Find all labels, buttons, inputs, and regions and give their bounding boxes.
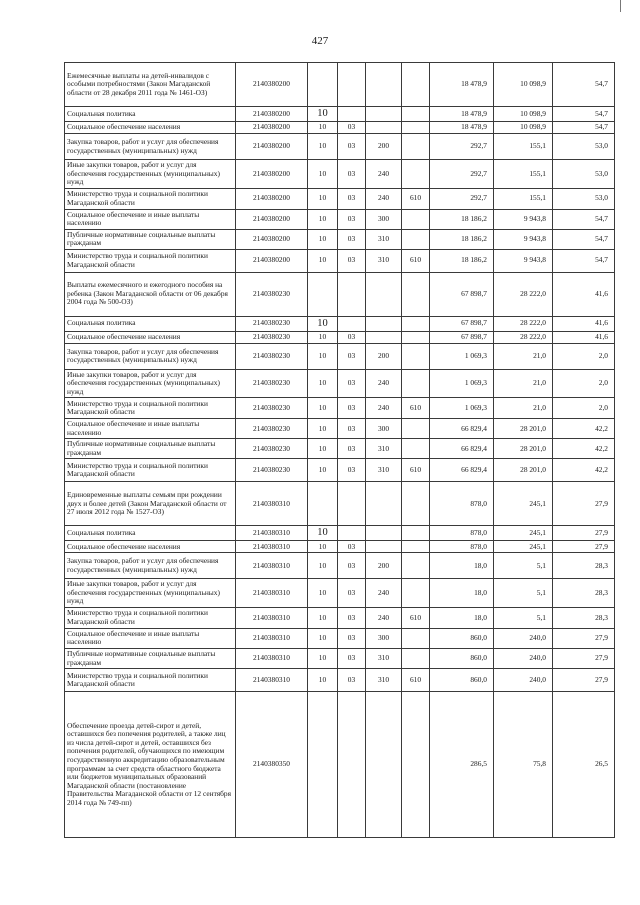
cell-expense-type (366, 331, 402, 343)
cell-expense-type: 310 (366, 249, 402, 272)
cell-target-code: 2140380310 (236, 579, 308, 608)
cell-name: Социальная политика (65, 107, 236, 122)
cell-target-code: 2140380310 (236, 628, 308, 648)
cell-subsection (338, 107, 366, 122)
cell-expense-type: 310 (366, 648, 402, 668)
cell-planned: 18 186,2 (430, 249, 494, 272)
cell-executed: 28 222,0 (494, 272, 553, 316)
cell-name: Министерство труда и социальной политики Магаданской области (65, 249, 236, 272)
cell-section: 10 (308, 369, 338, 398)
cell-executed: 5,1 (494, 579, 553, 608)
cell-section: 10 (308, 343, 338, 369)
cell-subsection (338, 272, 366, 316)
cell-executed: 21,0 (494, 398, 553, 419)
cell-subsection: 03 (338, 459, 366, 482)
cell-name: Социальное обеспечение и иные выплаты населению (65, 628, 236, 648)
table-row (65, 526, 615, 541)
cell-name: Обеспечение проезда детей-сирот и детей, оставшихся без попечения родителей, а также лиц из числа детей-сирот и детей, оставшихся без попечения родителей, обучающихся по имеющим государственную аккредитацию образовательным программам за счет средств областного бюджета или бюджетов муниципальных образований Магаданской области (постановление Правительства Магаданской области от 12 сентября 2014 года № 749-пп) (65, 692, 236, 838)
cell-executed: 155,1 (494, 134, 553, 160)
cell-subsection: 03 (338, 160, 366, 189)
cell-admin-code (402, 692, 430, 838)
table-row (65, 607, 615, 628)
cell-percent: 2,0 (553, 369, 615, 398)
cell-percent: 28,3 (553, 553, 615, 579)
cell-section: 10 (308, 122, 338, 134)
cell-planned: 18 478,9 (430, 63, 494, 107)
cell-admin-code (402, 122, 430, 134)
cell-expense-type: 310 (366, 229, 402, 249)
table-row (65, 160, 615, 189)
cell-name: Социальное обеспечение населения (65, 541, 236, 553)
cell-admin-code: 610 (402, 188, 430, 209)
cell-percent: 54,7 (553, 229, 615, 249)
cell-name: Закупка товаров, работ и услуг для обеспечения государственных (муниципальных) нужд (65, 343, 236, 369)
cell-target-code: 2140380310 (236, 648, 308, 668)
cell-expense-type: 200 (366, 343, 402, 369)
table-row (65, 249, 615, 272)
cell-executed: 28 222,0 (494, 316, 553, 331)
cell-section: 10 (308, 316, 338, 331)
cell-subsection: 03 (338, 628, 366, 648)
cell-name: Социальное обеспечение населения (65, 122, 236, 134)
cell-admin-code (402, 628, 430, 648)
cell-executed: 240,0 (494, 628, 553, 648)
cell-target-code: 2140380310 (236, 553, 308, 579)
cell-target-code: 2140380200 (236, 134, 308, 160)
cell-expense-type (366, 122, 402, 134)
cell-target-code: 2140380200 (236, 63, 308, 107)
cell-planned: 18 478,9 (430, 107, 494, 122)
cell-admin-code: 610 (402, 669, 430, 692)
cell-target-code: 2140380200 (236, 209, 308, 229)
cell-expense-type (366, 63, 402, 107)
cell-admin-code (402, 209, 430, 229)
cell-executed: 9 943,8 (494, 249, 553, 272)
cell-admin-code (402, 648, 430, 668)
cell-percent: 28,3 (553, 607, 615, 628)
cell-section: 10 (308, 107, 338, 122)
cell-planned: 878,0 (430, 482, 494, 526)
cell-subsection: 03 (338, 122, 366, 134)
cell-executed: 9 943,8 (494, 209, 553, 229)
cell-executed: 10 098,9 (494, 63, 553, 107)
cell-expense-type (366, 482, 402, 526)
cell-expense-type: 240 (366, 160, 402, 189)
table-row (65, 272, 615, 316)
cell-section: 10 (308, 579, 338, 608)
cell-target-code: 2140380200 (236, 229, 308, 249)
cell-expense-type (366, 107, 402, 122)
cell-executed: 155,1 (494, 188, 553, 209)
cell-subsection: 03 (338, 369, 366, 398)
cell-section: 10 (308, 188, 338, 209)
table-row (65, 134, 615, 160)
cell-admin-code (402, 369, 430, 398)
cell-admin-code (402, 541, 430, 553)
cell-expense-type: 240 (366, 369, 402, 398)
cell-percent: 27,9 (553, 541, 615, 553)
cell-name: Иные закупки товаров, работ и услуг для обеспечения государственных (муниципальных) нужд (65, 160, 236, 189)
cell-planned: 67 898,7 (430, 316, 494, 331)
cell-name: Единовременные выплаты семьям при рождении двух и более детей (Закон Магаданской области от 27 июля 2012 года № 1527-ОЗ) (65, 482, 236, 526)
cell-admin-code (402, 482, 430, 526)
cell-executed: 155,1 (494, 160, 553, 189)
cell-name: Закупка товаров, работ и услуг для обеспечения государственных (муниципальных) нужд (65, 134, 236, 160)
cell-planned: 67 898,7 (430, 272, 494, 316)
cell-executed: 245,1 (494, 541, 553, 553)
table-row (65, 482, 615, 526)
cell-executed: 5,1 (494, 553, 553, 579)
cell-target-code: 2140380310 (236, 482, 308, 526)
cell-executed: 240,0 (494, 669, 553, 692)
cell-name: Министерство труда и социальной политики Магаданской области (65, 188, 236, 209)
cell-executed: 9 943,8 (494, 229, 553, 249)
cell-section: 10 (308, 249, 338, 272)
cell-admin-code (402, 63, 430, 107)
cell-subsection: 03 (338, 607, 366, 628)
cell-percent: 53,0 (553, 134, 615, 160)
cell-subsection: 03 (338, 188, 366, 209)
cell-expense-type: 310 (366, 439, 402, 459)
cell-expense-type: 300 (366, 419, 402, 439)
table-row (65, 398, 615, 419)
cell-name: Иные закупки товаров, работ и услуг для обеспечения государственных (муниципальных) нужд (65, 579, 236, 608)
cell-target-code: 2140380310 (236, 669, 308, 692)
cell-name: Закупка товаров, работ и услуг для обеспечения государственных (муниципальных) нужд (65, 553, 236, 579)
table-row (65, 369, 615, 398)
cell-target-code: 2140380200 (236, 160, 308, 189)
cell-expense-type: 310 (366, 669, 402, 692)
cell-planned: 292,7 (430, 160, 494, 189)
cell-subsection (338, 526, 366, 541)
cell-expense-type: 240 (366, 188, 402, 209)
cell-subsection (338, 692, 366, 838)
cell-expense-type: 240 (366, 579, 402, 608)
cell-target-code: 2140380230 (236, 331, 308, 343)
cell-name: Министерство труда и социальной политики Магаданской области (65, 669, 236, 692)
cell-subsection (338, 316, 366, 331)
cell-admin-code (402, 107, 430, 122)
cell-planned: 18 478,9 (430, 122, 494, 134)
cell-percent: 41,6 (553, 331, 615, 343)
cell-section: 10 (308, 160, 338, 189)
cell-subsection: 03 (338, 249, 366, 272)
cell-executed: 21,0 (494, 343, 553, 369)
cell-planned: 878,0 (430, 526, 494, 541)
cell-executed: 28 201,0 (494, 459, 553, 482)
cell-percent: 54,7 (553, 107, 615, 122)
cell-section: 10 (308, 331, 338, 343)
cell-name: Публичные нормативные социальные выплаты гражданам (65, 439, 236, 459)
cell-section (308, 482, 338, 526)
cell-section: 10 (308, 134, 338, 160)
cell-target-code: 2140380310 (236, 541, 308, 553)
cell-executed: 28 201,0 (494, 419, 553, 439)
cell-admin-code (402, 526, 430, 541)
cell-section: 10 (308, 669, 338, 692)
cell-percent: 41,6 (553, 316, 615, 331)
table-row (65, 459, 615, 482)
cell-expense-type (366, 541, 402, 553)
cell-name: Публичные нормативные социальные выплаты гражданам (65, 229, 236, 249)
cell-expense-type (366, 272, 402, 316)
cell-executed: 10 098,9 (494, 122, 553, 134)
cell-percent: 42,2 (553, 439, 615, 459)
cell-expense-type: 200 (366, 553, 402, 579)
cell-percent: 26,5 (553, 692, 615, 838)
cell-planned: 18,0 (430, 607, 494, 628)
cell-target-code: 2140380230 (236, 272, 308, 316)
cell-name: Выплаты ежемесячного и ежегодного пособия на ребенка (Закон Магаданской области от 06 декабря 2004 года № 500-ОЗ) (65, 272, 236, 316)
cell-executed: 240,0 (494, 648, 553, 668)
cell-name: Социальная политика (65, 316, 236, 331)
cell-expense-type (366, 692, 402, 838)
cell-section: 10 (308, 526, 338, 541)
cell-percent: 53,0 (553, 188, 615, 209)
cell-planned: 860,0 (430, 628, 494, 648)
cell-section: 10 (308, 439, 338, 459)
cell-section: 10 (308, 628, 338, 648)
cell-admin-code: 610 (402, 607, 430, 628)
cell-planned: 18,0 (430, 553, 494, 579)
cell-planned: 67 898,7 (430, 331, 494, 343)
cell-name: Социальная политика (65, 526, 236, 541)
cell-expense-type: 310 (366, 459, 402, 482)
cell-percent: 54,7 (553, 122, 615, 134)
table-row (65, 692, 615, 838)
table-row (65, 628, 615, 648)
cell-percent: 2,0 (553, 343, 615, 369)
cell-target-code: 2140380350 (236, 692, 308, 838)
cell-planned: 1 069,3 (430, 369, 494, 398)
cell-subsection: 03 (338, 343, 366, 369)
table-row (65, 669, 615, 692)
cell-executed: 10 098,9 (494, 107, 553, 122)
cell-target-code: 2140380230 (236, 369, 308, 398)
cell-target-code: 2140380200 (236, 249, 308, 272)
cell-target-code: 2140380200 (236, 122, 308, 134)
cell-subsection: 03 (338, 331, 366, 343)
table-row (65, 648, 615, 668)
cell-admin-code (402, 229, 430, 249)
cell-admin-code (402, 316, 430, 331)
cell-subsection: 03 (338, 669, 366, 692)
scan-mark (620, 0, 621, 12)
table-row (65, 541, 615, 553)
cell-section: 10 (308, 459, 338, 482)
cell-planned: 860,0 (430, 669, 494, 692)
cell-percent: 41,6 (553, 272, 615, 316)
cell-percent: 27,9 (553, 526, 615, 541)
cell-expense-type: 300 (366, 628, 402, 648)
table-row (65, 122, 615, 134)
cell-planned: 878,0 (430, 541, 494, 553)
cell-planned: 1 069,3 (430, 343, 494, 369)
cell-planned: 286,5 (430, 692, 494, 838)
cell-subsection: 03 (338, 398, 366, 419)
cell-admin-code (402, 579, 430, 608)
cell-planned: 66 829,4 (430, 419, 494, 439)
cell-admin-code: 610 (402, 459, 430, 482)
cell-executed: 245,1 (494, 526, 553, 541)
table-body (65, 63, 615, 838)
cell-section: 10 (308, 229, 338, 249)
cell-percent: 2,0 (553, 398, 615, 419)
cell-expense-type: 240 (366, 607, 402, 628)
table-row (65, 63, 615, 107)
cell-planned: 860,0 (430, 648, 494, 668)
cell-executed: 245,1 (494, 482, 553, 526)
cell-percent: 27,9 (553, 669, 615, 692)
cell-planned: 18 186,2 (430, 229, 494, 249)
cell-section: 10 (308, 648, 338, 668)
cell-name: Социальное обеспечение и иные выплаты населению (65, 419, 236, 439)
cell-executed: 28 201,0 (494, 439, 553, 459)
cell-name: Ежемесячные выплаты на детей-инвалидов с особыми потребностями (Закон Магаданской области от 28 декабря 2011 года № 1461-ОЗ) (65, 63, 236, 107)
table-row (65, 316, 615, 331)
cell-planned: 292,7 (430, 188, 494, 209)
cell-admin-code (402, 134, 430, 160)
cell-name: Министерство труда и социальной политики Магаданской области (65, 459, 236, 482)
cell-planned: 66 829,4 (430, 439, 494, 459)
cell-section (308, 692, 338, 838)
cell-section: 10 (308, 541, 338, 553)
cell-section: 10 (308, 607, 338, 628)
cell-expense-type: 300 (366, 209, 402, 229)
budget-table (64, 62, 615, 838)
cell-planned: 18 186,2 (430, 209, 494, 229)
table-row (65, 419, 615, 439)
cell-section: 10 (308, 419, 338, 439)
table-row (65, 553, 615, 579)
table-row (65, 107, 615, 122)
cell-admin-code (402, 160, 430, 189)
cell-percent: 53,0 (553, 160, 615, 189)
cell-planned: 66 829,4 (430, 459, 494, 482)
cell-target-code: 2140380200 (236, 188, 308, 209)
cell-percent: 27,9 (553, 648, 615, 668)
cell-target-code: 2140380230 (236, 398, 308, 419)
cell-name: Публичные нормативные социальные выплаты гражданам (65, 648, 236, 668)
cell-target-code: 2140380310 (236, 526, 308, 541)
cell-percent: 27,9 (553, 482, 615, 526)
cell-target-code: 2140380230 (236, 316, 308, 331)
cell-subsection: 03 (338, 439, 366, 459)
cell-subsection: 03 (338, 419, 366, 439)
cell-planned: 292,7 (430, 134, 494, 160)
cell-subsection (338, 482, 366, 526)
cell-admin-code (402, 331, 430, 343)
cell-name: Социальное обеспечение и иные выплаты населению (65, 209, 236, 229)
cell-section: 10 (308, 209, 338, 229)
table-row (65, 439, 615, 459)
cell-section (308, 63, 338, 107)
table-row (65, 229, 615, 249)
cell-subsection (338, 63, 366, 107)
cell-executed: 21,0 (494, 369, 553, 398)
cell-target-code: 2140380230 (236, 343, 308, 369)
cell-name: Министерство труда и социальной политики Магаданской области (65, 398, 236, 419)
table-row (65, 579, 615, 608)
cell-target-code: 2140380310 (236, 607, 308, 628)
table-row (65, 331, 615, 343)
cell-percent: 28,3 (553, 579, 615, 608)
page-number: 427 (311, 35, 329, 47)
cell-admin-code: 610 (402, 398, 430, 419)
cell-expense-type: 200 (366, 134, 402, 160)
cell-executed: 75,8 (494, 692, 553, 838)
cell-percent: 42,2 (553, 459, 615, 482)
cell-name: Министерство труда и социальной политики Магаданской области (65, 607, 236, 628)
table-row (65, 188, 615, 209)
cell-subsection: 03 (338, 541, 366, 553)
cell-admin-code (402, 439, 430, 459)
cell-planned: 18,0 (430, 579, 494, 608)
cell-subsection: 03 (338, 553, 366, 579)
cell-target-code: 2140380230 (236, 459, 308, 482)
cell-expense-type: 240 (366, 398, 402, 419)
cell-subsection: 03 (338, 209, 366, 229)
cell-section: 10 (308, 553, 338, 579)
cell-percent: 54,7 (553, 249, 615, 272)
cell-subsection: 03 (338, 648, 366, 668)
cell-admin-code (402, 272, 430, 316)
cell-subsection: 03 (338, 579, 366, 608)
cell-section (308, 272, 338, 316)
cell-executed: 28 222,0 (494, 331, 553, 343)
table-row (65, 343, 615, 369)
cell-subsection: 03 (338, 134, 366, 160)
cell-name: Социальное обеспечение населения (65, 331, 236, 343)
cell-admin-code (402, 553, 430, 579)
cell-name: Иные закупки товаров, работ и услуг для обеспечения государственных (муниципальных) нужд (65, 369, 236, 398)
cell-percent: 54,7 (553, 209, 615, 229)
cell-percent: 27,9 (553, 628, 615, 648)
cell-subsection: 03 (338, 229, 366, 249)
cell-target-code: 2140380230 (236, 439, 308, 459)
table-row (65, 209, 615, 229)
cell-expense-type (366, 526, 402, 541)
cell-admin-code (402, 419, 430, 439)
cell-percent: 54,7 (553, 63, 615, 107)
cell-admin-code: 610 (402, 249, 430, 272)
cell-percent: 42,2 (553, 419, 615, 439)
cell-expense-type (366, 316, 402, 331)
cell-admin-code (402, 343, 430, 369)
cell-planned: 1 069,3 (430, 398, 494, 419)
cell-target-code: 2140380200 (236, 107, 308, 122)
cell-section: 10 (308, 398, 338, 419)
cell-executed: 5,1 (494, 607, 553, 628)
cell-target-code: 2140380230 (236, 419, 308, 439)
